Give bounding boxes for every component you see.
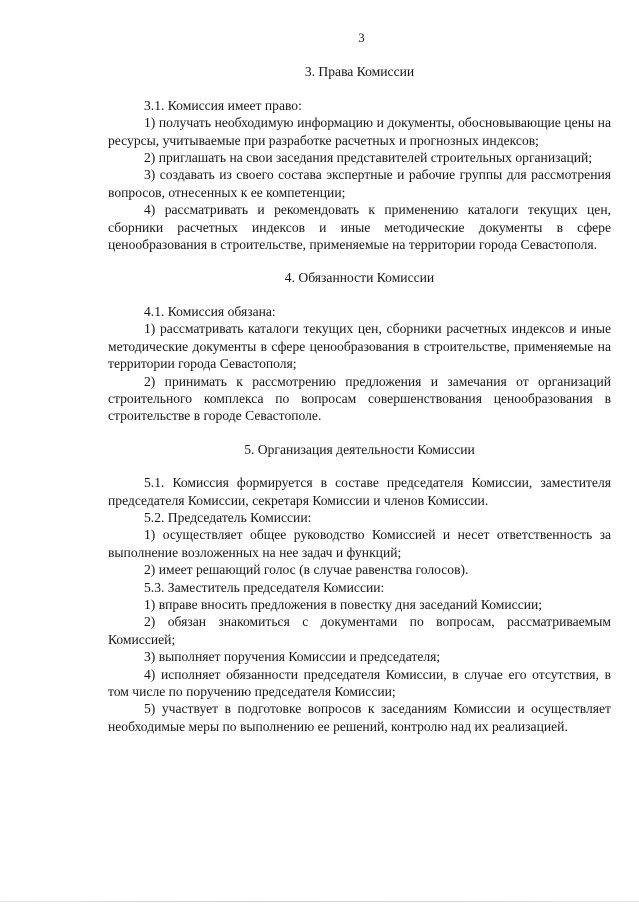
section-organization (108, 441, 611, 736)
paragraph: 1) осуществляет общее руководство Комиссией и несет ответственность за выполнение возложенных на нее задач и функций; (108, 527, 611, 560)
page-body (108, 30, 611, 735)
paragraph: 1) рассматривать каталоги текущих цен, сборники расчетных индексов и иные методические документы в сфере ценообразования в строительстве, применяемые на территории города Севастополя; (108, 321, 611, 372)
paragraph: 5.1. Комиссия формируется в составе председателя Комиссии, заместителя председателя Комиссии, секретаря Комиссии и членов Комиссии. (108, 475, 611, 508)
paragraph: 3) создавать из своего состава экспертные и рабочие группы для рассмотрения вопросов, отнесенных к ее компетенции; (108, 167, 611, 200)
page-number: 3 (358, 31, 365, 45)
section-rights (108, 63, 611, 253)
paragraph: 3) выполняет поручения Комиссии и председателя; (144, 649, 441, 665)
paragraph: 4) исполняет обязанности председателя Комиссии, в случае его отсутствия, в том числе по поручению председателя Комиссии; (108, 666, 611, 699)
paragraph: 4) рассматривать и рекомендовать к применению каталоги текущих цен, сборники расчетных индексов и иные методические документы в сфере ценообразования в строительстве, применяемые на территории города Севастополя. (108, 202, 611, 253)
paragraph: 3.1. Комиссия имеет право: (144, 97, 302, 113)
paragraph: 5.2. Председатель Комиссии: (144, 509, 312, 525)
paragraph: 5.3. Заместитель председателя Комиссии: (144, 579, 385, 595)
section-title: 3. Права Комиссии (304, 64, 415, 80)
section-title: 5. Организация деятельности Комиссии (244, 441, 475, 457)
section-duties (108, 269, 611, 424)
paragraph: 2) имеет решающий голос (в случае равенства голосов). (144, 562, 469, 578)
scan-edge-line (0, 901, 639, 902)
paragraph: 5) участвует в подготовке вопросов к заседаниям Комиссии и осуществляет необходимые меры по выполнению ее решений, контролю над их реализацией. (108, 701, 611, 734)
paragraph: 2) принимать к рассмотрению предложения и замечания от организаций строительного комплекса по вопросам совершенствования ценообразования в строительстве в городе Севастополе. (108, 373, 611, 424)
paragraph: 2) обязан знакомиться с документами по вопросам, рассматриваемым Комиссией; (108, 614, 611, 647)
paragraph: 4.1. Комиссия обязана: (144, 303, 276, 319)
paragraph: 1) получать необходимую информацию и документы, обосновывающие цены на ресурсы, учитываемые при разработке расчетных и прогнозных индексов; (108, 115, 611, 148)
section-title: 4. Обязанности Комиссии (284, 270, 435, 286)
paragraph: 2) приглашать на свои заседания представителей строительных организаций; (144, 150, 593, 166)
paragraph: 1) вправе вносить предложения в повестку дня заседаний Комиссии; (144, 596, 543, 612)
